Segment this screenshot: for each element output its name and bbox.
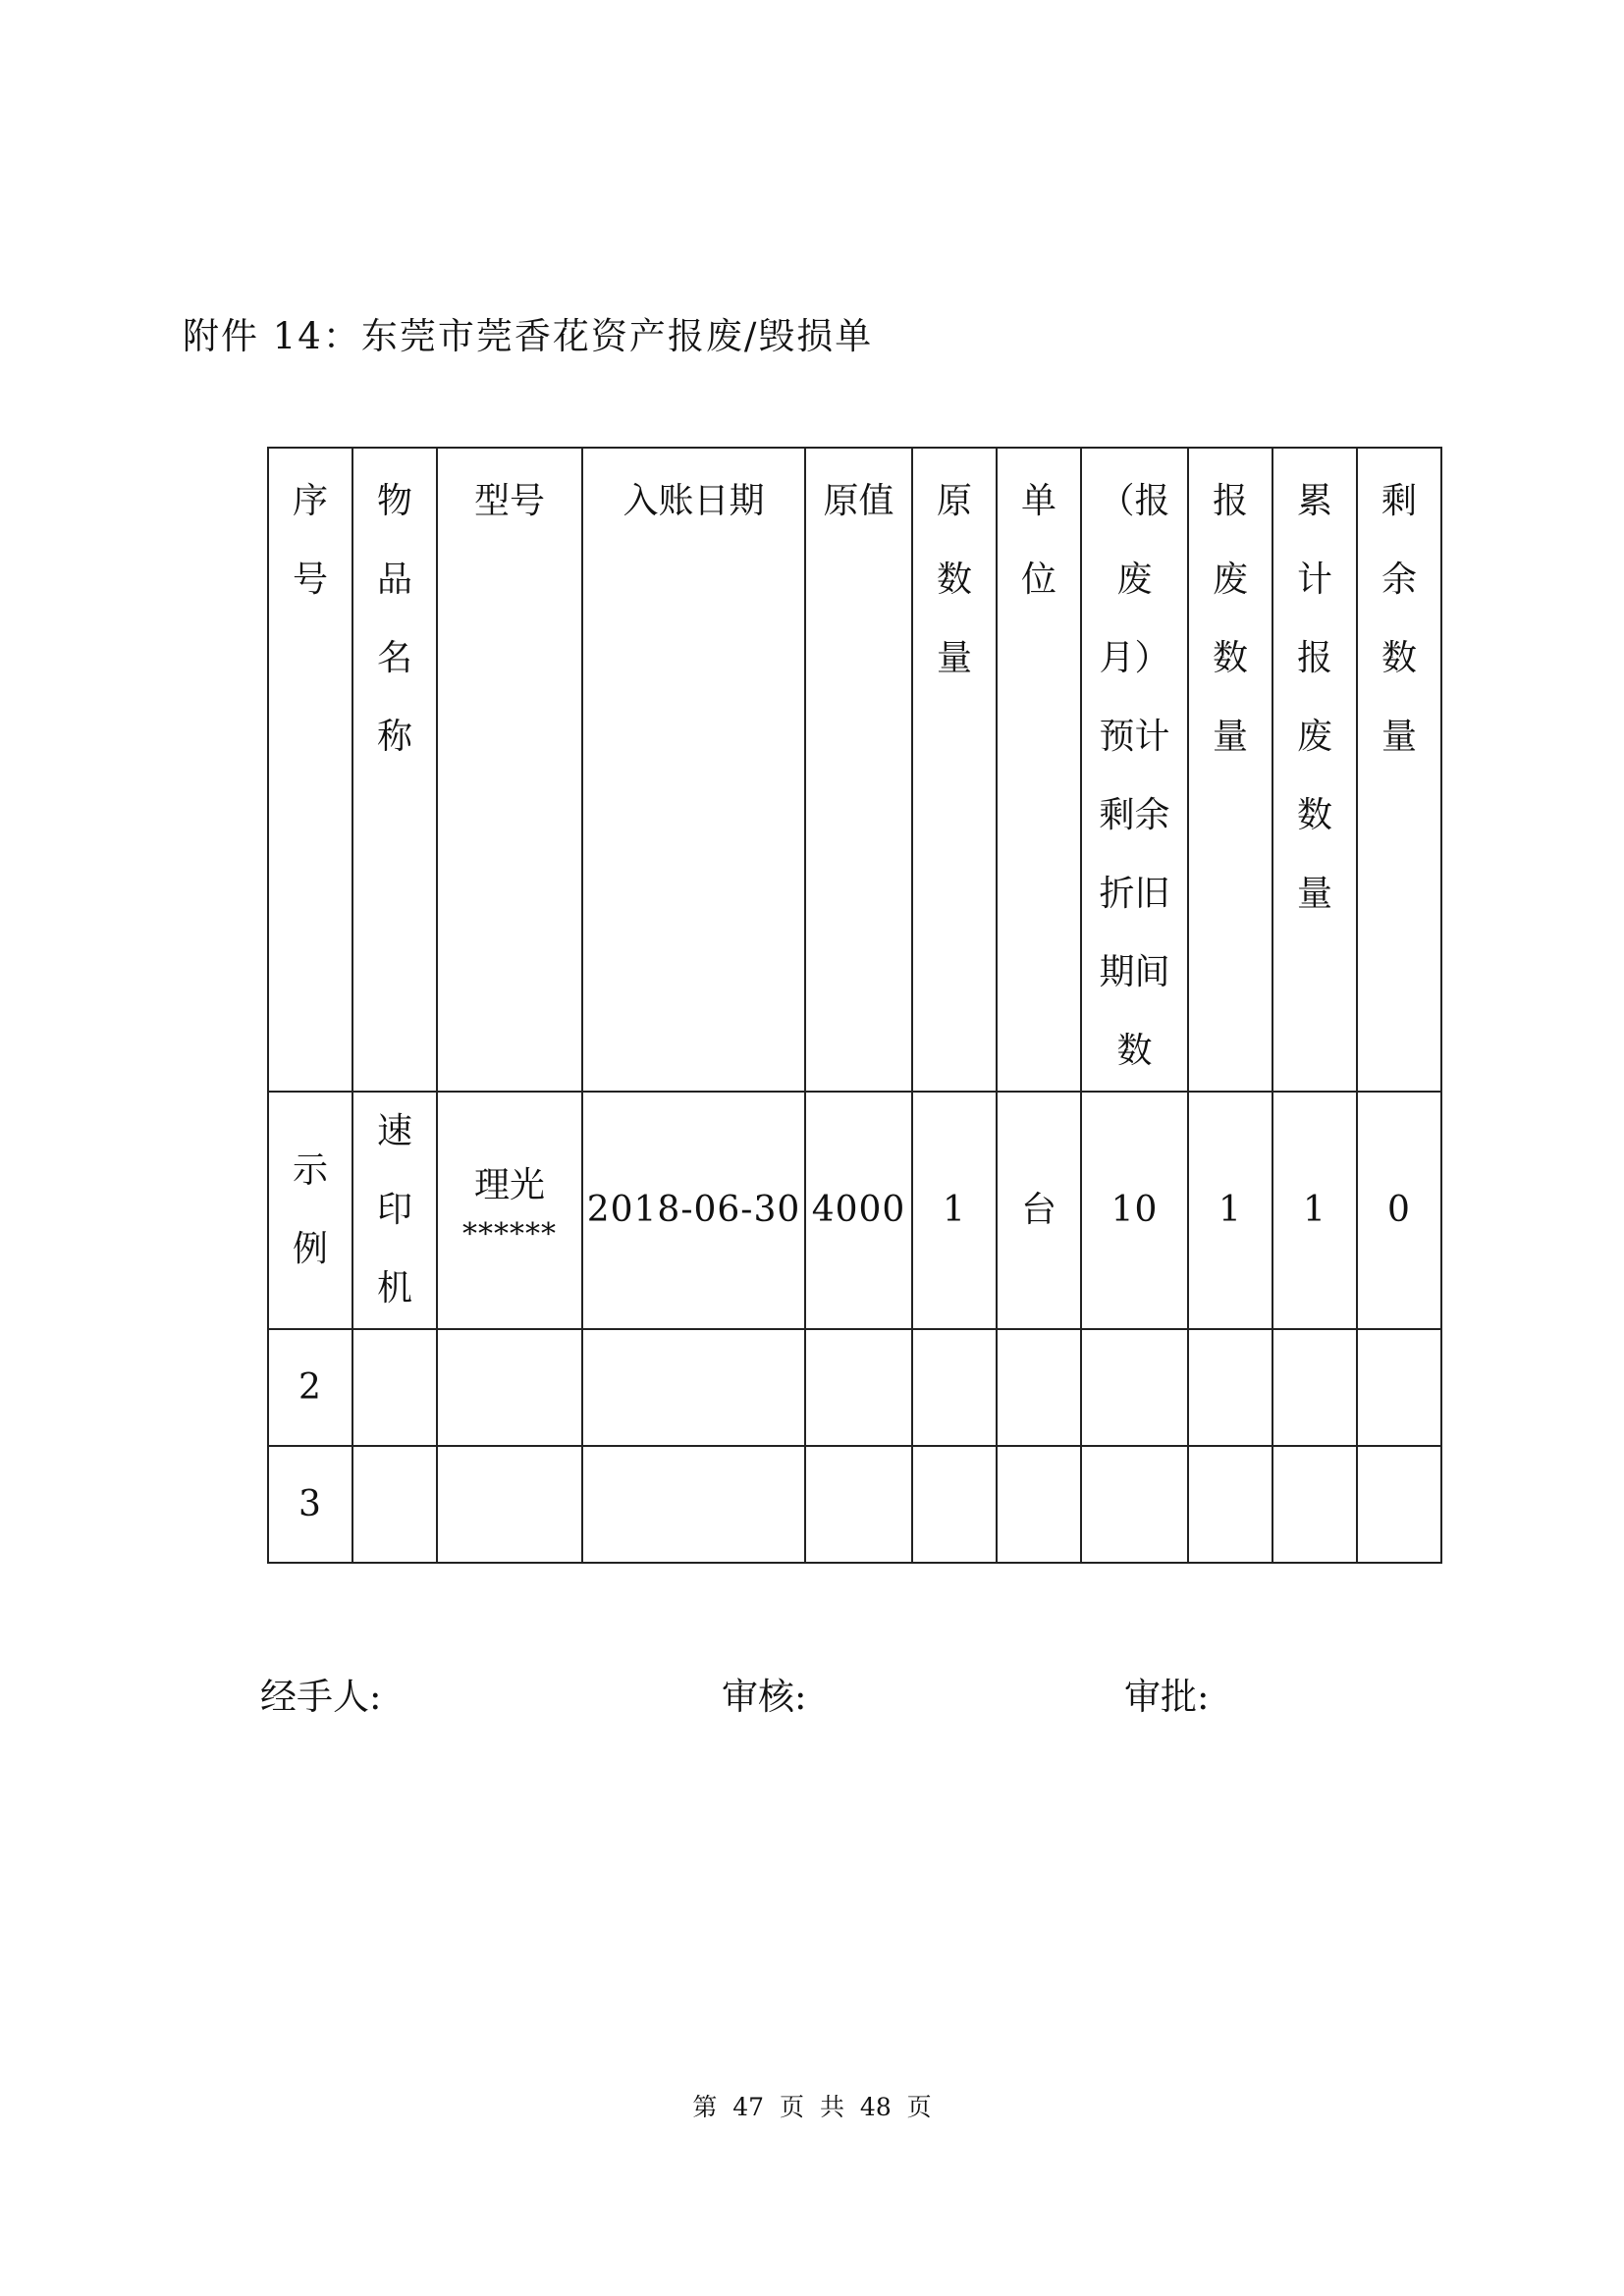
empty-cell[interactable] [582, 1329, 805, 1446]
empty-cell[interactable] [912, 1446, 997, 1563]
example-scrap-qty: 1 [1188, 1092, 1272, 1329]
example-date: 2018-06-30 [582, 1092, 805, 1329]
page-title: 附件 14：东莞市莞香花资产报废/毁损单 [183, 315, 874, 357]
empty-cell[interactable] [1357, 1446, 1441, 1563]
header-cell-scrap-qty: 报废数量 [1188, 448, 1272, 1092]
example-value: 4000 [805, 1092, 912, 1329]
example-model-mask: ****** [462, 1217, 557, 1252]
empty-cell[interactable] [1081, 1446, 1188, 1563]
example-unit: 台 [997, 1092, 1081, 1329]
header-cell-qty: 原数量 [912, 448, 997, 1092]
example-index: 示例 [268, 1092, 352, 1329]
example-name: 速印机 [352, 1092, 437, 1329]
empty-cell[interactable] [1357, 1329, 1441, 1446]
page-footer: 第 47 页 共 48 页 [692, 2093, 932, 2121]
empty-cell[interactable] [997, 1329, 1081, 1446]
table-row [268, 1446, 1441, 1563]
empty-cell[interactable] [437, 1446, 582, 1563]
asset-scrap-table [267, 447, 1442, 1564]
reviewer-signature-label: 审核: [722, 1676, 807, 1718]
example-model-brand: 理光 [473, 1165, 545, 1205]
empty-cell[interactable] [997, 1446, 1081, 1563]
row-index: 3 [268, 1446, 352, 1563]
empty-cell[interactable] [1188, 1329, 1272, 1446]
example-periods: 10 [1081, 1092, 1188, 1329]
row-index: 2 [268, 1329, 352, 1446]
header-cell-date: 入账日期 [582, 448, 805, 1092]
example-model [437, 1092, 582, 1329]
empty-cell[interactable] [1081, 1329, 1188, 1446]
empty-cell[interactable] [805, 1446, 912, 1563]
empty-cell[interactable] [1272, 1329, 1357, 1446]
header-cell-value: 原值 [805, 448, 912, 1092]
approver-signature-label: 审批: [1124, 1676, 1210, 1718]
empty-cell[interactable] [1272, 1446, 1357, 1563]
header-cell-cum-scrap: 累计报废数量 [1272, 448, 1357, 1092]
empty-cell[interactable] [805, 1329, 912, 1446]
example-qty: 1 [912, 1092, 997, 1329]
header-cell-unit: 单位 [997, 448, 1081, 1092]
header-cell-model: 型号 [437, 448, 582, 1092]
example-cum-scrap: 1 [1272, 1092, 1357, 1329]
empty-cell[interactable] [352, 1446, 437, 1563]
header-cell-name: 物品名称 [352, 448, 437, 1092]
table-row [268, 1329, 1441, 1446]
empty-cell[interactable] [352, 1329, 437, 1446]
header-cell-remain: 剩余数量 [1357, 448, 1441, 1092]
empty-cell[interactable] [437, 1329, 582, 1446]
empty-cell[interactable] [912, 1329, 997, 1446]
header-row [268, 448, 1441, 1092]
header-cell-index: 序号 [268, 448, 352, 1092]
example-row [268, 1092, 1441, 1329]
empty-cell[interactable] [1188, 1446, 1272, 1563]
handler-signature-label: 经手人: [260, 1676, 382, 1718]
header-cell-periods: （报废月）预计剩余折旧期间数 [1081, 448, 1188, 1092]
empty-cell[interactable] [582, 1446, 805, 1563]
example-remain: 0 [1357, 1092, 1441, 1329]
